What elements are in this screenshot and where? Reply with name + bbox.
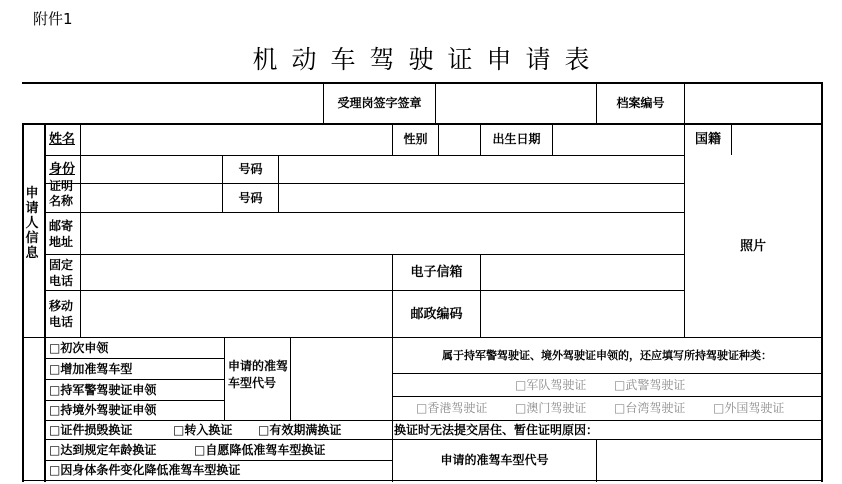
license-type-army[interactable]: □军队驾驶证 [515, 377, 587, 392]
option-validity-full[interactable]: □有效期满换证 [258, 422, 342, 437]
option-military-police-license[interactable]: □持军警驾驶证申领 [49, 382, 157, 397]
email-label: 电子信箱 [410, 265, 463, 280]
option-health-downgrade[interactable]: □因身体条件变化降低准驾车型换证 [49, 463, 241, 477]
landline-field[interactable] [81, 255, 392, 290]
license-type-taiwan[interactable]: □台湾驾驶证 [614, 401, 686, 415]
name-label: 姓名 [49, 132, 76, 147]
option-age-limit[interactable]: □达到规定年龄换证 [49, 442, 157, 457]
vehicle-code-label: 申请的准驾车型代号 [228, 359, 289, 390]
applicant-info-side-label: 申请人信息 [25, 186, 39, 261]
option-add-vehicle-type[interactable]: □增加准驾车型 [49, 361, 133, 376]
cert-name-label: 证明名称 [49, 179, 74, 208]
license-type-armed-police[interactable]: □武警驾驶证 [614, 377, 686, 392]
birth-date-field[interactable] [553, 124, 684, 155]
gender-field[interactable] [439, 124, 480, 155]
archive-number-field[interactable] [685, 83, 821, 123]
signature-field[interactable] [436, 83, 596, 123]
mail-address-field[interactable] [81, 213, 684, 254]
option-overseas-license[interactable]: □持境外驾驶证申领 [49, 403, 157, 417]
nationality-field[interactable] [732, 124, 821, 155]
id-cert-label: 身份 [49, 162, 76, 177]
option-voluntary-downgrade[interactable]: □自愿降低准驾车型换证 [194, 442, 326, 457]
gender-label: 性别 [403, 132, 428, 146]
attachment-label: 附件1 [33, 10, 73, 28]
id-cert-field[interactable] [81, 156, 222, 183]
vehicle-code-field[interactable] [291, 338, 392, 420]
photo-placeholder[interactable]: 照片 [739, 239, 766, 254]
number-label-2: 号码 [238, 190, 263, 205]
name-field[interactable] [81, 124, 392, 155]
cert-name-field[interactable] [81, 184, 222, 212]
birth-date-label: 出生日期 [492, 132, 541, 146]
mobile-label: 移动电话 [49, 299, 74, 329]
postal-code-label: 邮政编码 [410, 306, 463, 322]
residence-reason-label: 换证时无法提交居住、暂住证明原因： [394, 422, 599, 437]
email-field[interactable] [481, 255, 684, 290]
postal-code-field[interactable] [481, 291, 684, 337]
landline-label: 固定电话 [49, 257, 74, 288]
license-type-prompt: 属于持军警驾驶证、境外驾驶证申领的，还应填写所持驾驶证种类： [442, 349, 772, 362]
license-type-hongkong[interactable]: □香港驾驶证 [416, 401, 488, 415]
vehicle-code-label-2: 申请的准驾车型代号 [440, 452, 549, 467]
vehicle-code-field-2[interactable] [597, 440, 821, 480]
form-title: 机动车驾驶证申请表 [252, 45, 604, 74]
license-type-macau[interactable]: □澳门驾驶证 [515, 401, 587, 415]
license-type-foreign[interactable]: □外国驾驶证 [713, 401, 785, 415]
option-first-issue[interactable]: □初次申领 [49, 340, 109, 355]
nationality-label: 国籍 [694, 132, 721, 147]
cert-number-field[interactable] [279, 184, 684, 212]
option-transfer-in[interactable]: □转入换证 [173, 422, 233, 437]
signature-label: 受理岗签字签章 [337, 95, 422, 110]
mail-address-label: 邮寄地址 [49, 218, 74, 249]
option-damaged-lost[interactable]: □证件损毁换证 [49, 422, 133, 437]
number-label-1: 号码 [238, 162, 263, 176]
id-number-field[interactable] [279, 156, 684, 183]
mobile-field[interactable] [81, 291, 392, 337]
archive-number-label: 档案编号 [616, 95, 665, 110]
